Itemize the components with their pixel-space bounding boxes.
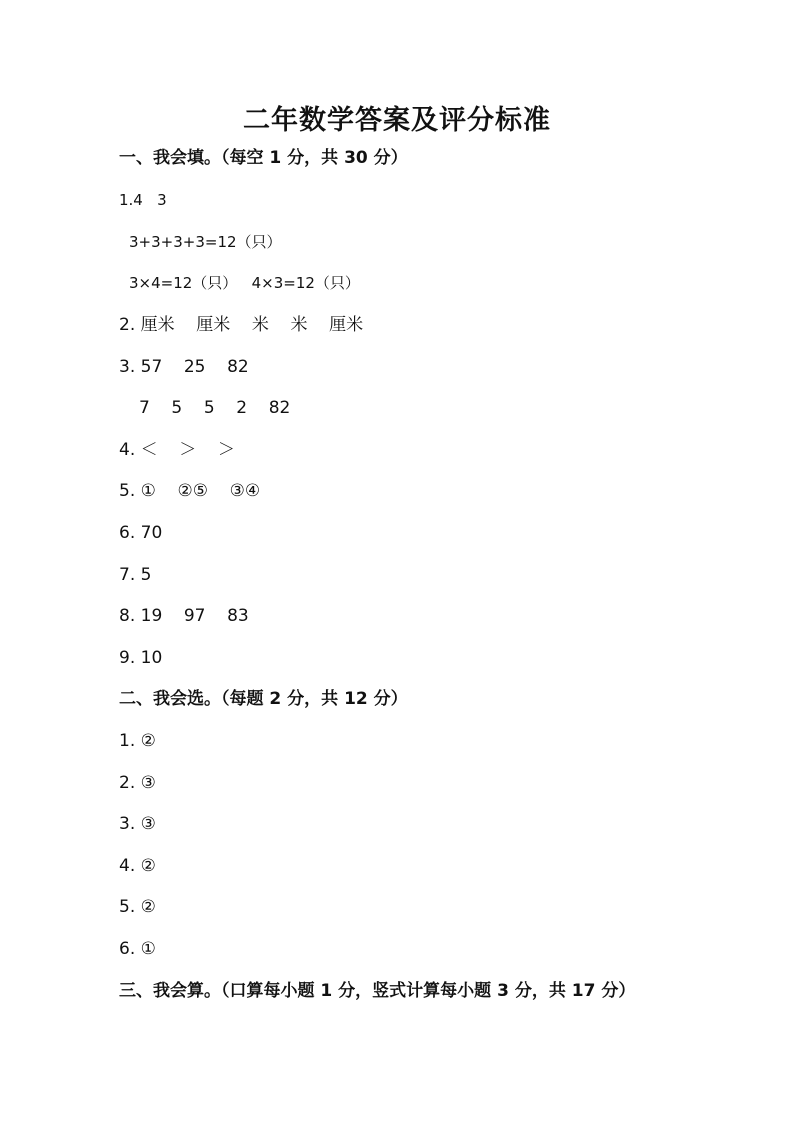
answer-line: 6. ① xyxy=(119,939,156,959)
answer-line: 2. 厘米 厘米 米 米 厘米 xyxy=(119,315,364,335)
answer-line: 5. ② xyxy=(119,897,156,917)
answer-line: 3. ③ xyxy=(119,814,156,834)
answer-line: 5. ① ②⑤ ③④ xyxy=(119,481,261,501)
section-heading-choose: 二、我会选。（每题 2 分，共 12 分） xyxy=(119,689,408,709)
answer-line: 3. 57 25 82 xyxy=(119,357,249,377)
answer-line: 7. 5 xyxy=(119,565,152,585)
section-heading-fill: 一、我会填。（每空 1 分，共 30 分） xyxy=(119,148,408,168)
answer-line: 7 5 5 2 82 xyxy=(139,398,291,418)
answer-line: 8. 19 97 83 xyxy=(119,606,249,626)
answer-line: 1. ② xyxy=(119,731,156,751)
answer-line: 3+3+3+3=12（只） xyxy=(129,233,282,251)
answer-line: 6. 70 xyxy=(119,523,163,543)
answer-line: 2. ③ xyxy=(119,773,156,793)
answer-line: 4. ② xyxy=(119,856,156,876)
answer-line: 3×4=12（只） 4×3=12（只） xyxy=(129,274,360,292)
answer-line: 9. 10 xyxy=(119,648,163,668)
section-heading-calculate: 三、我会算。（口算每小题 1 分，竖式计算每小题 3 分，共 17 分） xyxy=(119,981,636,1001)
answer-line: 4. ＜ ＞ ＞ xyxy=(119,440,235,460)
answer-line: 1.4 3 xyxy=(119,191,167,209)
page-title: 二年数学答案及评分标准 xyxy=(243,105,551,136)
